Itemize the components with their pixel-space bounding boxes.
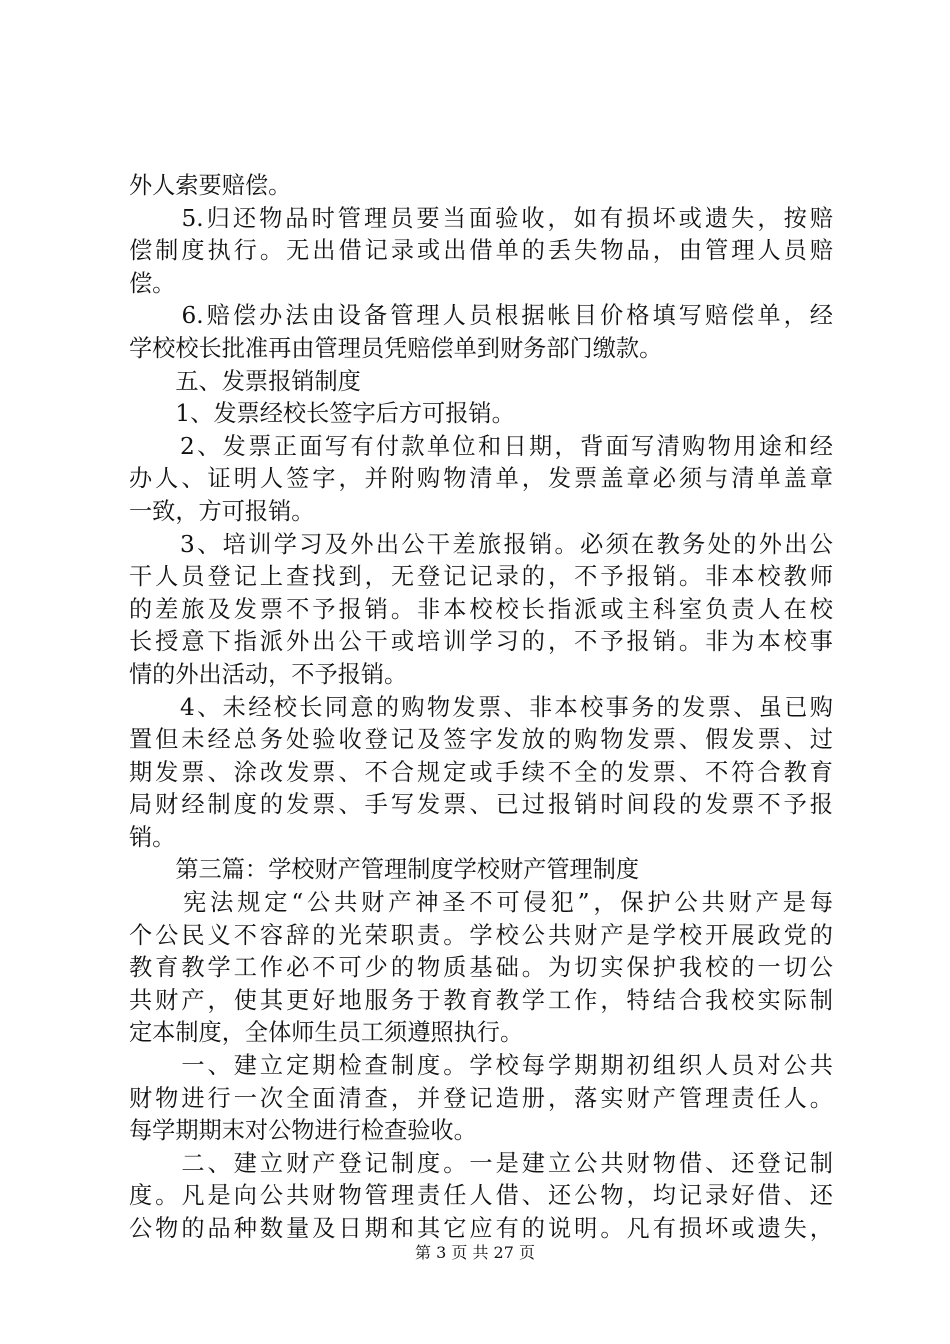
text-line: 公物的品种数量及日期和其它应有的说明。凡有损坏或遗失， <box>129 1215 833 1242</box>
text-line: 个公民义不容辞的光荣职责。学校公共财产是学校开展政党的 <box>129 921 833 949</box>
text-line: 共财产，使其更好地服务于教育教学工作，特结合我校实际制 <box>129 986 833 1014</box>
page-footer: 第 3 页 共 27 页 <box>415 1243 535 1262</box>
text-line: 宪法规定“公共财产神圣不可侵犯”，保护公共财产是每 <box>129 889 833 917</box>
text-line: 偿制度执行。无出借记录或出借单的丢失物品，由管理人员赔 <box>129 237 833 265</box>
text-line: 置但未经总务处验收登记及签字发放的购物发票、假发票、过 <box>129 726 833 754</box>
text-line: 3、培训学习及外出公干差旅报销。必须在教务处的外出公 <box>129 530 833 558</box>
text-line: 外人索要赔偿。 <box>129 172 292 199</box>
text-line: 教育教学工作必不可少的物质基础。为切实保护我校的一切公 <box>129 954 833 982</box>
text-line: 6.赔偿办法由设备管理人员根据帐目价格填写赔偿单，经 <box>129 302 833 330</box>
text-line: 一致，方可报销。 <box>129 497 315 525</box>
text-line: 偿。 <box>129 269 176 297</box>
text-line: 财物进行一次全面清查，并登记造册，落实财产管理责任人。 <box>129 1084 833 1112</box>
text-line: 一、建立定期检查制度。学校每学期期初组织人员对公共 <box>129 1052 833 1080</box>
text-line: 4、未经校长同意的购物发票、非本校事务的发票、虽已购 <box>129 693 833 721</box>
text-line: 5.归还物品时管理员要当面验收，如有损坏或遗失，按赔 <box>129 204 833 232</box>
text-line: 办人、证明人签字，并附购物清单，发票盖章必须与清单盖章 <box>129 465 833 493</box>
text-line: 2、发票正面写有付款单位和日期，背面写清购物用途和经 <box>129 432 833 460</box>
text-line: 度。凡是向公共财物管理责任人借、还公物，均记录好借、还 <box>129 1182 833 1210</box>
text-line: 二、建立财产登记制度。一是建立公共财物借、还登记制 <box>129 1149 833 1177</box>
text-line: 学校校长批准再由管理员凭赔偿单到财务部门缴款。 <box>129 334 663 362</box>
text-line: 情的外出活动，不予报销。 <box>129 660 408 688</box>
text-line: 销。 <box>129 823 176 851</box>
text-line: 的差旅及发票不予报销。非本校校长指派或主科室负责人在校 <box>129 595 833 623</box>
chapter-heading: 第三篇：学校财产管理制度学校财产管理制度 <box>129 856 640 884</box>
text-line: 干人员登记上查找到，无登记记录的，不予报销。非本校教师 <box>129 563 833 591</box>
text-line: 长授意下指派外出公干或培训学习的，不予报销。非为本校事 <box>129 628 833 656</box>
text-line: 1、发票经校长签字后方可报销。 <box>129 400 515 428</box>
section-heading: 五、发票报销制度 <box>129 367 361 395</box>
text-line: 每学期期末对公物进行检查验收。 <box>129 1117 477 1145</box>
text-line: 局财经制度的发票、手写发票、已过报销时间段的发票不予报 <box>129 791 833 819</box>
text-line: 期发票、涂改发票、不合规定或手续不全的发票、不符合教育 <box>129 758 833 786</box>
document-body <box>129 170 833 1246</box>
text-line: 定本制度，全体师生员工须遵照执行。 <box>129 1019 524 1047</box>
